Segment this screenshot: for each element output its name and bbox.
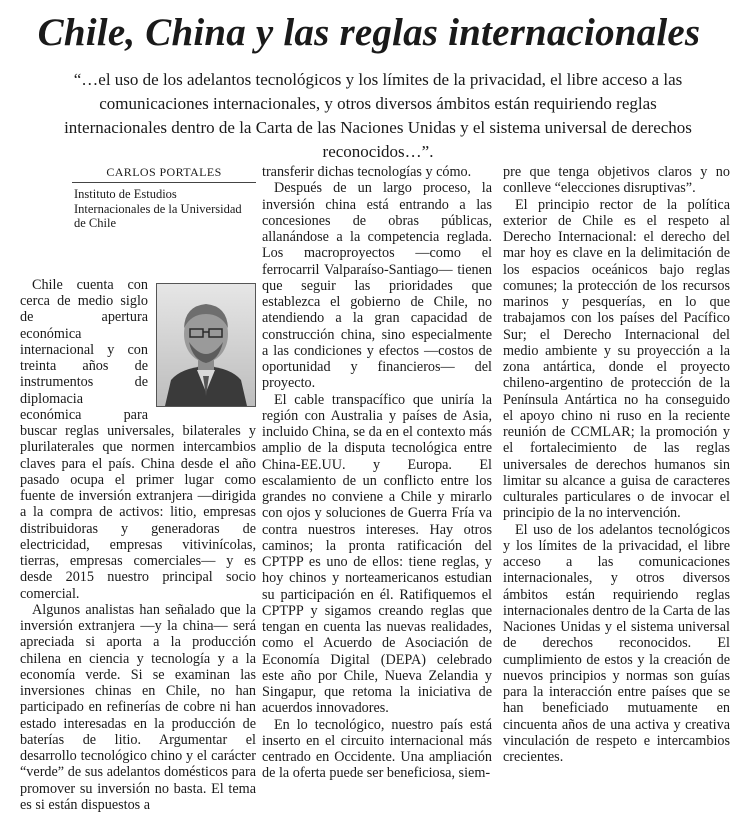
author-affiliation: Instituto de Estudios Internacionales de la Universidad de Chile bbox=[74, 187, 242, 231]
body-paragraph: transferir dichas tecnologías y cómo. bbox=[262, 164, 472, 180]
body-paragraph: Chile cuenta con cerca de medio siglo de apertura económica internacional y con treinta años de instrumentos de diplomacia económica para buscar reglas universales, bilaterales y plurilaterales que normen intercambios claves para el país. China desde el año pasado ocupa el primer lugar como fuente de inversión extranjera —dirigida a la compra de activos: litio, empresas distribuidoras y generadoras de electricidad, empresas vitivinícolas, tierras, empresas comerciales— y es desde 2015 nuestro principal socio comercial. bbox=[20, 276, 256, 602]
author-portrait bbox=[156, 283, 256, 407]
body-paragraph: El uso de los adelantos tecnológicos y los límites de la privacidad, el libre acceso a las comunicaciones internacionales, y otros diversos ámbitos están requiriendo reglas internacionales dentro de la Carta de las Naciones Unidas y el sistema universal de derechos reconocidos. El cumplimiento de estos y la creación de nuevos principios y normas son guías para la interacción entre países que se han beneficiado mutuamente en cincuenta años de una activa y creativa vinculación de respeto e intercambios crecientes. bbox=[503, 521, 730, 765]
body-paragraph: El cable transpacífico que uniría la región con Australia y países de Asia, incluido China, se da en el contexto más amplio de la disputa tecnológica entre China-EE.UU. y Europa. El escalamiento de un conflicto entre los grandes no conviene a Chile y mirarlo con ojos y soluciones de Guerra Fría va contra nuestros intereses. Hay otros caminos; la pronta ratificación del CPTPP es uno de ellos: tiene reglas, y hoy chinos y norteamericanos estudian su participación en él. Ratifiquemos el CPTPP y sigamos creando reglas que tengan en cuenta las nuevas realidades, como el Acuerdo de Asociación de Economía Digital (DEPA) celebrado este año por Chile, Nueva Zelandia y Singapur, que retoma la iniciativa de acuerdos innovadores. bbox=[262, 391, 492, 717]
author-photo-image bbox=[157, 284, 255, 406]
body-paragraph: En lo tecnológico, nuestro país está inserto en el circuito internacional más centrado en Occidente. Una ampliación de la oferta puede ser beneficiosa, siem- bbox=[262, 716, 492, 782]
pull-quote: “…el uso de los adelantos tecnológicos y los límites de la privacidad, el libre acceso a las comunicaciones internacionales, y otros diversos ámbitos están requiriendo reglas internacionales dentro de la Carta de las Naciones Unidas y el sistema universal de derechos reconocidos…”. bbox=[64, 70, 692, 161]
author-byline: CARLOS PORTALES bbox=[106, 165, 222, 179]
column-1 bbox=[20, 164, 256, 813]
body-paragraph: Algunos analistas han señalado que la inversión extranjera —y la china— será apreciada si aporta a la producción chilena en ciencia y tecnología y a la economía verde. Si se examinan las inversiones chinas en Chile, no han participado en refinerías de cobre ni han estado interesadas en la producción de baterías de litio. Argumentar el desarrollo tecnológico chino y el carácter “verde” de sus adelantos domésticos para promover su inversión no basta. El tema es si están dispuestos a bbox=[20, 601, 256, 813]
column-2 bbox=[262, 164, 492, 782]
body-paragraph: pre que tenga objetivos claros y no conlleve “elecciones disruptivas”. bbox=[503, 164, 730, 197]
article-headline: Chile, China y las reglas internacionales bbox=[37, 11, 701, 54]
byline-divider bbox=[72, 182, 256, 183]
column-3 bbox=[503, 164, 730, 765]
body-paragraph: Después de un largo proceso, la inversión china está entrando a las concesiones de obras públicas, allanándose a la competencia reglada. Los macroproyectos —como el ferrocarril Valparaíso-Santiago— tienen que seguir las prioridades que establezca el gobierno de Chile, no atendiendo a la gran capacidad de construcción china, sino especialmente a las condiciones y efectos —costos de oportunidad y financieros— del proyecto. bbox=[262, 180, 492, 392]
body-paragraph: El principio rector de la política exterior de Chile es el respeto al Derecho Internacional: el derecho del mar hoy es clave en la delimitación de los espacios oceánicos bajo reglas comunes; la protección de los recursos marinos y pesquerías, en lo que trabajamos con los países del Pacífico Sur; el Derecho Internacional del medio ambiente y su proyección a la zona antártica, donde el proyecto chileno-argentino de protección de la Península Antártica no ha conseguido el apoyo chino ni ruso en la reciente reunión de CCMLAR; la promoción y el fortalecimiento de las reglas universales de derechos humanos sin limitar su alcance a guisa de caracteres culturales particulares o de invocar el principio de la no intervención. bbox=[503, 196, 730, 522]
